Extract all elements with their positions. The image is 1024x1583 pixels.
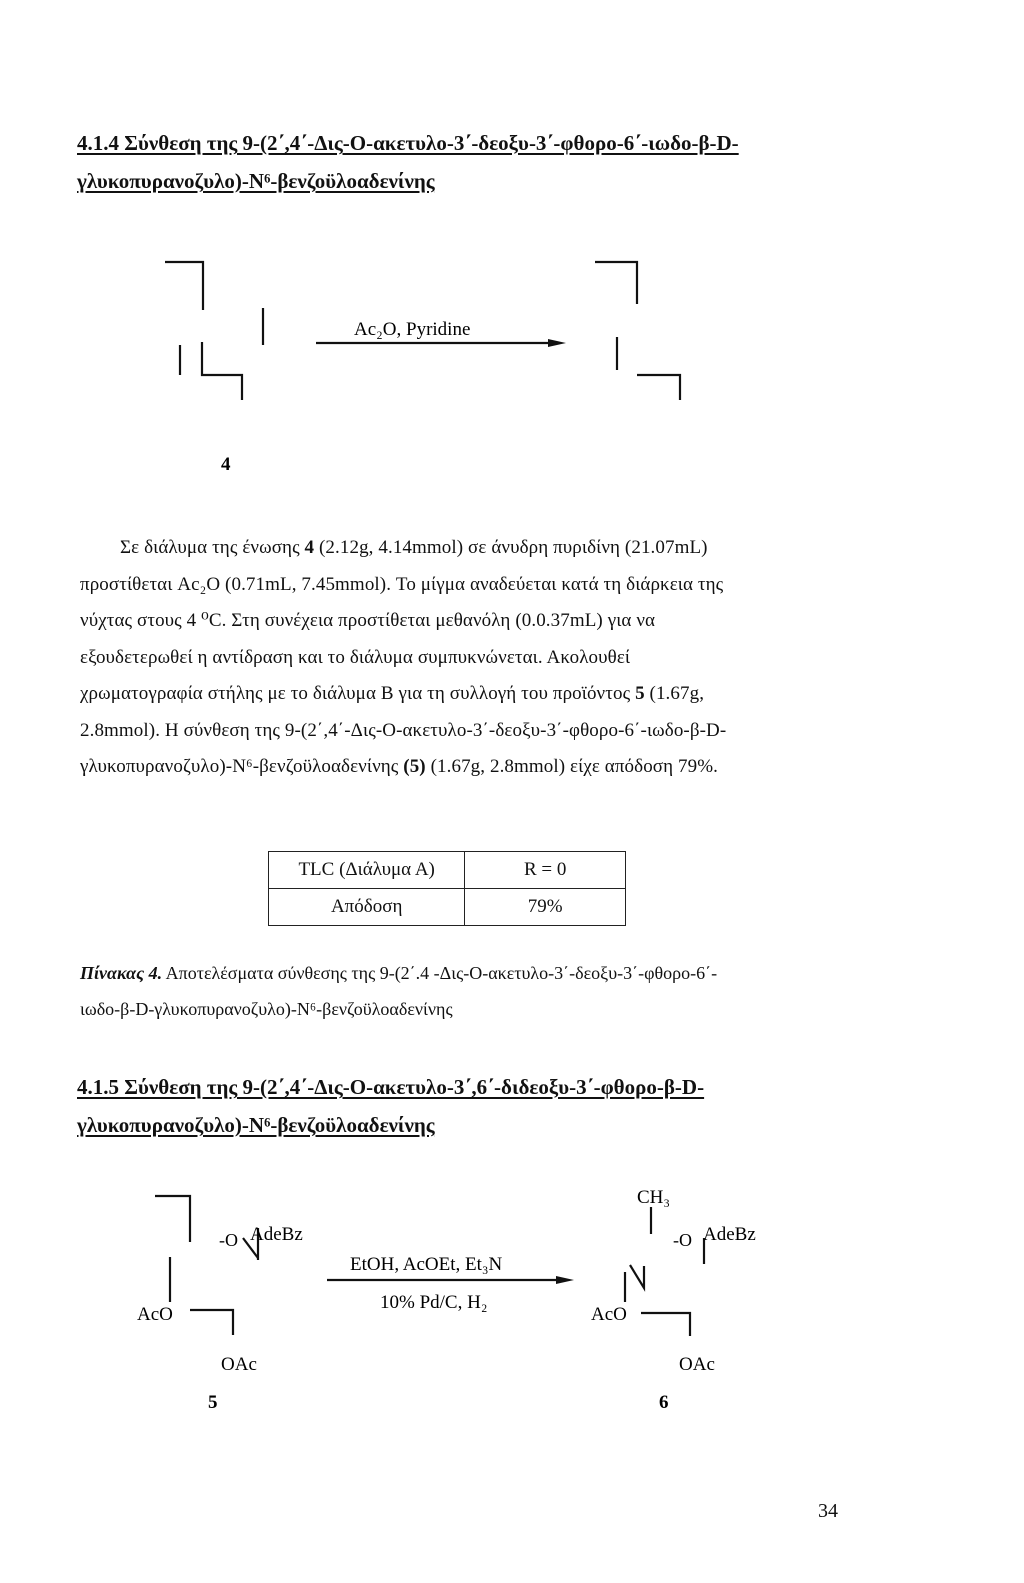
caption-text-line-2: ιωδο-β-D-γλυκοπυρανοζυλο)-N⁶-βενζοϋλοαδενίνης [80, 999, 453, 1019]
oxygen-label: -O [219, 1230, 238, 1250]
compound-label-4: 4 [221, 454, 231, 475]
product-5-bond-top [595, 262, 637, 304]
ch3-label: CH₃ [637, 1187, 671, 1208]
table-caption [80, 955, 850, 1027]
oxygen-label: -O [673, 1230, 692, 1250]
table-cell: Απόδοση [269, 889, 465, 926]
aco-label: AcO [137, 1304, 173, 1325]
oac-label: OAc [221, 1354, 257, 1375]
paragraph-line: νύχτας στους 4 ⁰C. Στη συνέχεια προστίθεται μεθανόλη (0.0.37mL) για να [80, 610, 656, 631]
results-table [268, 851, 626, 926]
table-row [269, 889, 626, 926]
paragraph-line: γλυκοπυρανοζυλο)-N⁶-βενζοϋλοαδενίνης (5) (1.67g, 2.8mmol) είχε απόδοση 79%. [80, 756, 718, 777]
section-heading-line-2: γλυκοπυρανοζυλο)-N⁶-βενζοϋλοαδενίνης [77, 169, 435, 193]
reagent-label-bottom: 10% Pd/C, H₂ [380, 1292, 488, 1313]
paragraph-line: χρωματογραφία στήλης με το διάλυμα Β για τη συλλογή του προϊόντος 5 (1.67g, [80, 683, 705, 704]
section-heading-4-1-4 [77, 124, 797, 200]
table-cell: R = 0 [465, 852, 626, 889]
section-heading-4-1-5 [77, 1068, 797, 1144]
reaction-arrow-head-1 [548, 339, 566, 347]
reagent-label-1: Ac₂O, Pyridine [354, 319, 471, 340]
oac-label: OAc [679, 1354, 715, 1375]
paragraph-line: εξουδετερωθεί η αντίδραση και το διάλυμα συμπυκνώνεται. Ακολουθεί [80, 646, 631, 668]
reaction-scheme-1 [0, 240, 1024, 490]
structure-6-bond-n [630, 1265, 644, 1288]
caption-label: Πίνακας 4. [80, 963, 163, 983]
structure-5-bond-top [155, 1196, 190, 1242]
paragraph-line: Σε διάλυμα της ένωσης 4 (2.12g, 4.14mmol) σε άνυδρη πυριδίνη (21.07mL) [120, 537, 708, 558]
structure-4-bond-bottom [202, 342, 242, 400]
section-heading-line-1: 4.1.4 Σύνθεση της 9-(2΄,4΄-Δις-Ο-ακετυλο-3΄-δεοξυ-3΄-φθορο-6΄-ιωδο-β-D- [77, 131, 739, 155]
product-5-bond-bottom [637, 375, 680, 400]
compound-label-5: 5 [208, 1392, 218, 1413]
reaction-arrow-head-2 [556, 1276, 574, 1284]
caption-text: Αποτελέσματα σύνθεσης της 9-(2΄.4 -Δις-Ο-ακετυλο-3΄-δεοξυ-3΄-φθορο-6΄- [162, 963, 718, 983]
section-heading-line-2: γλυκοπυρανοζυλο)-N⁶-βενζοϋλοαδενίνης [77, 1113, 435, 1137]
adenine-bz-label: AdeBz [250, 1224, 303, 1245]
paragraph-line: 2.8mmol). Η σύνθεση της 9-(2΄,4΄-Δις-Ο-ακετυλο-3΄-δεοξυ-3΄-φθορο-6΄-ιωδο-β-D- [80, 719, 727, 741]
section-heading-line-1: 4.1.5 Σύνθεση της 9-(2΄,4΄-Δις-Ο-ακετυλο-3΄,6΄-διδεοξυ-3΄-φθορο-β-D- [77, 1075, 705, 1099]
reagent-label-top: EtOH, AcOEt, Et₃N [350, 1254, 503, 1275]
adenine-bz-label: AdeBz [703, 1224, 756, 1245]
structure-6-bond-oac [641, 1313, 690, 1336]
table-cell: 79% [465, 889, 626, 926]
structure-5-bond-oac [190, 1310, 233, 1335]
reaction-scheme-2 [0, 1180, 1024, 1430]
page-number: 34 [818, 1500, 838, 1522]
procedure-paragraph [80, 530, 850, 786]
compound-label-6: 6 [659, 1392, 669, 1413]
table-cell: TLC (Διάλυμα Α) [269, 852, 465, 889]
structure-4-bond-top [165, 262, 203, 310]
aco-label: AcO [591, 1304, 627, 1325]
table-row [269, 852, 626, 889]
paragraph-line: προστίθεται Ac₂O (0.71mL, 7.45mmol). Το μίγμα αναδεύεται κατά τη διάρκεια της [80, 573, 724, 595]
